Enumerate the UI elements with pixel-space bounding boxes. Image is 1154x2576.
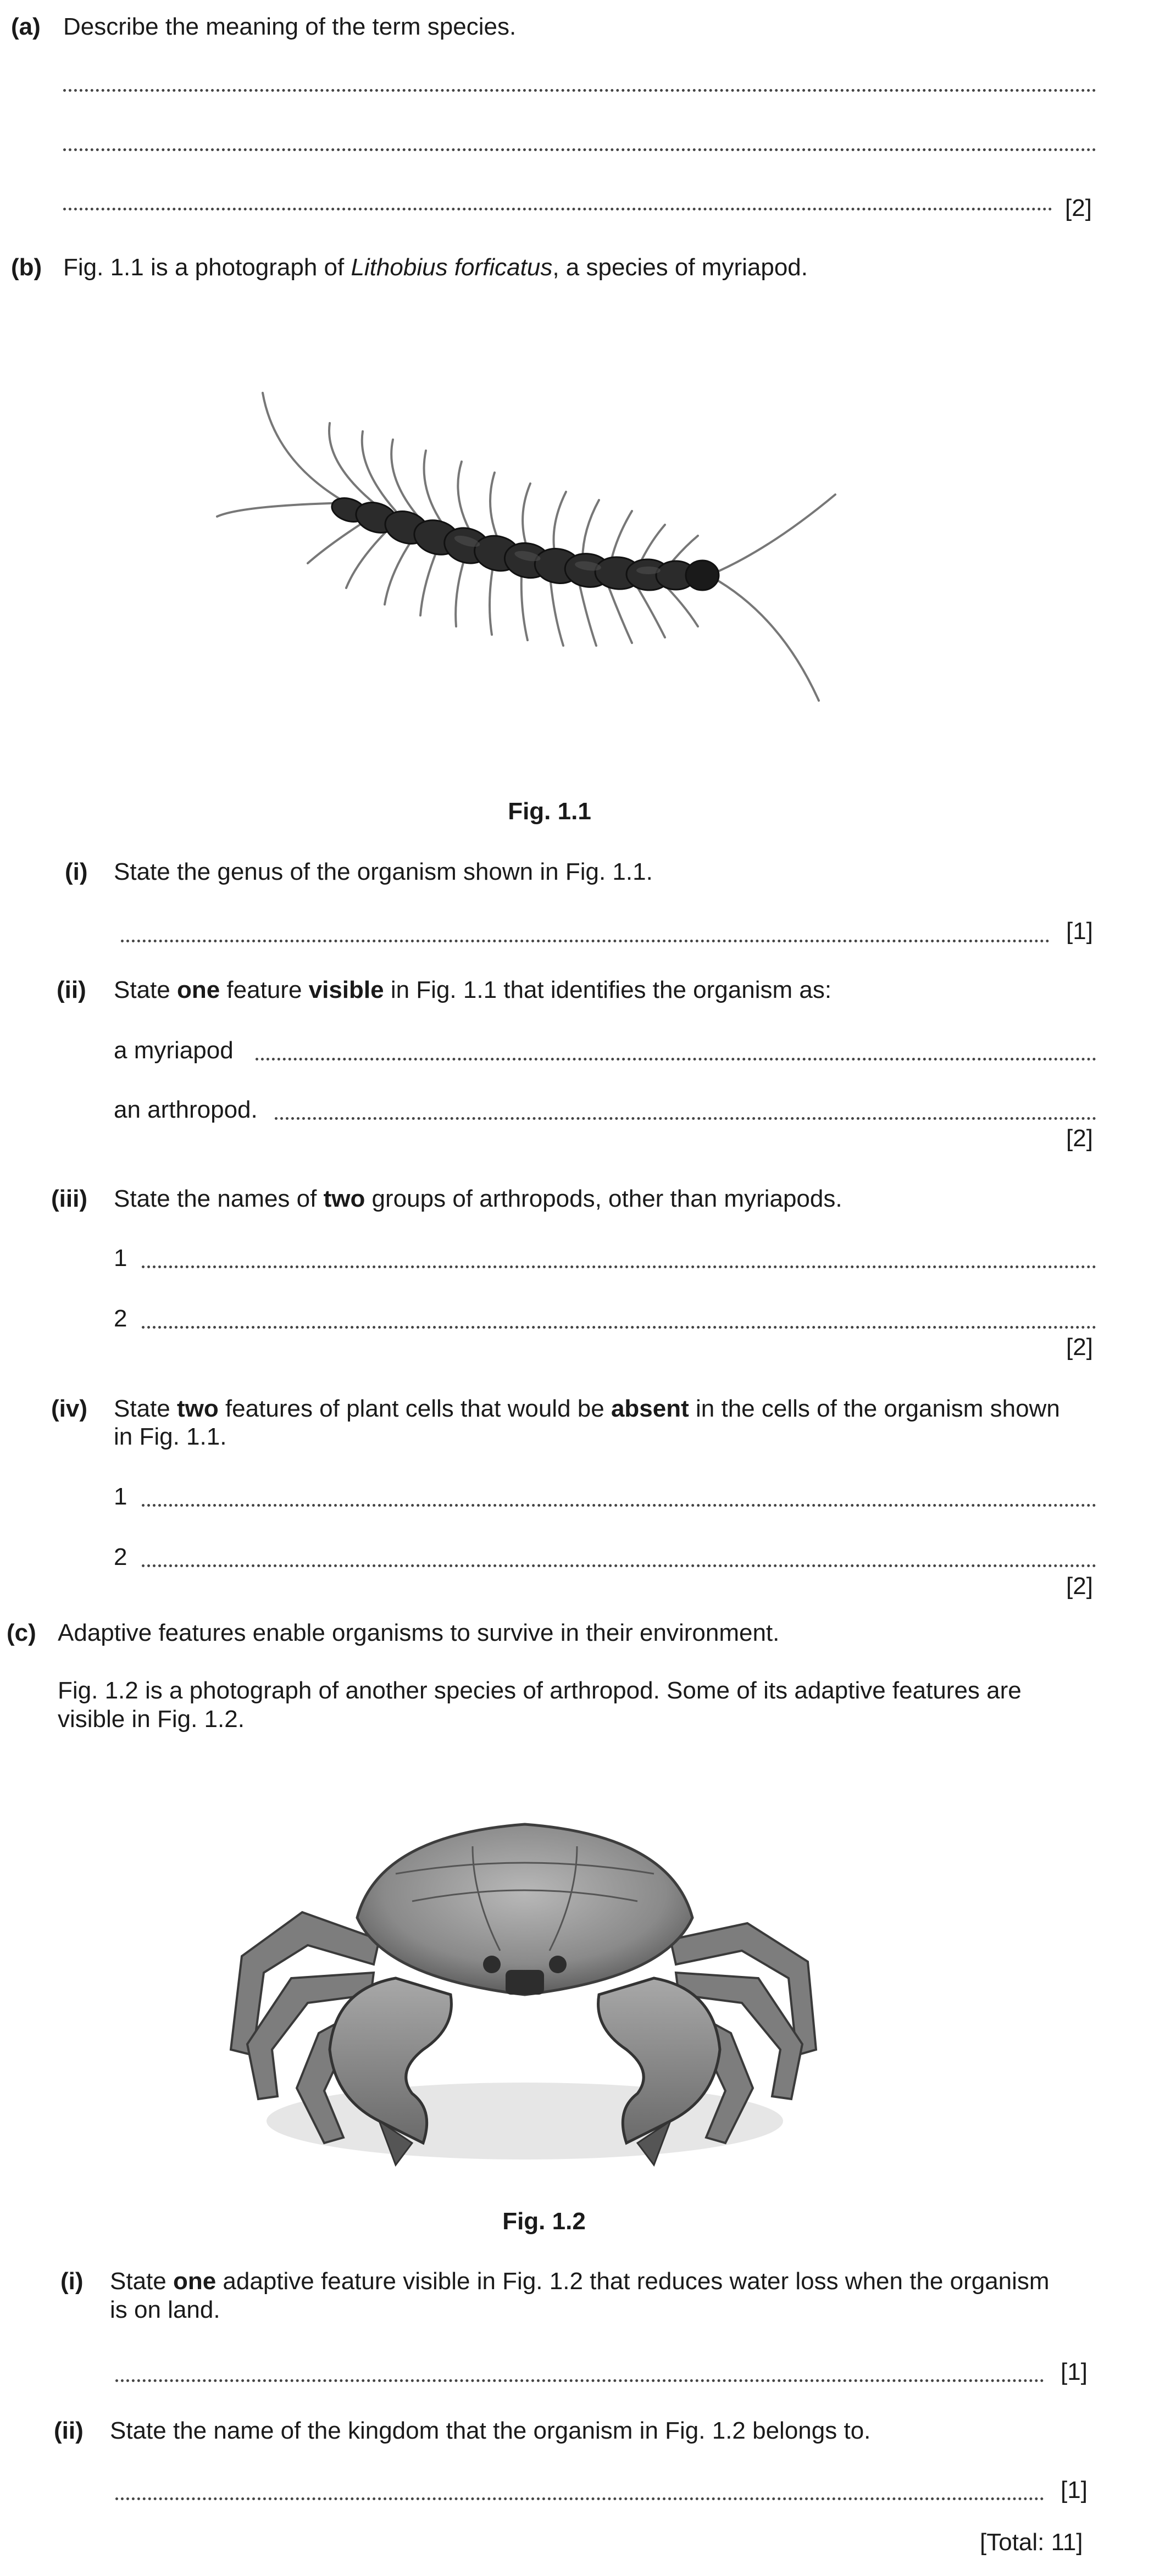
part-b-i-question: State the genus of the organism shown in Fig. 1.1.: [114, 858, 653, 885]
marks-b-i: [1]: [1066, 918, 1093, 945]
answer-line[interactable]: [63, 89, 1096, 92]
answer-line[interactable]: [115, 2379, 1044, 2382]
part-c-i-label: (i): [60, 2268, 84, 2295]
answer-line[interactable]: [121, 940, 1050, 942]
part-c-intro: Adaptive features enable organisms to survive in their environment.: [58, 1619, 780, 1646]
part-b-iv-question-line1: State two features of plant cells that would be absent in the cells of the organism shown: [114, 1395, 1060, 1422]
part-c-paragraph-line1: Fig. 1.2 is a photograph of another species of arthropod. Some of its adaptive features are: [58, 1677, 1022, 1704]
part-b-ii-label: (ii): [57, 976, 86, 1003]
marks-b-iii: [2]: [1066, 1334, 1093, 1361]
part-b-i-label: (i): [65, 858, 88, 885]
part-b-intro: Fig. 1.1 is a photograph of Lithobius forficatus, a species of myriapod.: [63, 254, 808, 281]
part-a-question: Describe the meaning of the term species.: [63, 13, 517, 40]
part-c-paragraph-line2: visible in Fig. 1.2.: [58, 1706, 245, 1733]
part-b-iii-label: (iii): [51, 1185, 87, 1212]
centipede-figure: [209, 379, 846, 720]
fig-1-2-caption: Fig. 1.2: [502, 2208, 586, 2235]
line-number-1: 1: [114, 1483, 127, 1510]
answer-line[interactable]: [142, 1265, 1096, 1268]
part-c-ii-label: (ii): [54, 2417, 84, 2444]
part-b-iv-question-line2: in Fig. 1.1.: [114, 1423, 227, 1450]
fig-1-1-caption: Fig. 1.1: [508, 798, 591, 825]
part-b-iii-question: State the names of two groups of arthropods, other than myriapods.: [114, 1185, 842, 1212]
marks-a: [2]: [1065, 195, 1092, 221]
answer-line[interactable]: [142, 1564, 1096, 1567]
total-marks: [Total: 11]: [980, 2529, 1083, 2556]
marks-b-iv: [2]: [1066, 1573, 1093, 1600]
part-b-ii-question: State one feature visible in Fig. 1.1 that identifies the organism as:: [114, 976, 832, 1003]
myriapod-label: a myriapod: [114, 1037, 234, 1064]
part-c-label: (c): [7, 1619, 36, 1646]
answer-line[interactable]: [63, 148, 1096, 151]
part-b-label: (b): [11, 254, 42, 281]
marks-b-ii: [2]: [1066, 1125, 1093, 1152]
part-b-iv-label: (iv): [51, 1395, 87, 1422]
part-c-i-question-line1: State one adaptive feature visible in Fig. 1.2 that reduces water loss when the organism: [110, 2268, 1050, 2295]
marks-c-i: [1]: [1061, 2358, 1088, 2385]
answer-line[interactable]: [115, 2497, 1044, 2500]
part-c-ii-question: State the name of the kingdom that the organism in Fig. 1.2 belongs to.: [110, 2417, 871, 2444]
arthropod-label: an arthropod.: [114, 1096, 258, 1123]
answer-line[interactable]: [142, 1504, 1096, 1507]
part-a-label: (a): [11, 13, 41, 40]
line-number-1: 1: [114, 1245, 127, 1272]
marks-c-ii: [1]: [1061, 2477, 1088, 2503]
line-number-2: 2: [114, 1305, 127, 1332]
crab-figure: [214, 1813, 835, 2176]
line-number-2: 2: [114, 1544, 127, 1570]
answer-line[interactable]: [142, 1326, 1096, 1329]
species-name: Lithobius forficatus: [351, 254, 553, 281]
answer-line[interactable]: [256, 1058, 1096, 1061]
answer-line[interactable]: [63, 208, 1052, 210]
answer-line[interactable]: [275, 1117, 1096, 1120]
part-c-i-question-line2: is on land.: [110, 2296, 220, 2323]
